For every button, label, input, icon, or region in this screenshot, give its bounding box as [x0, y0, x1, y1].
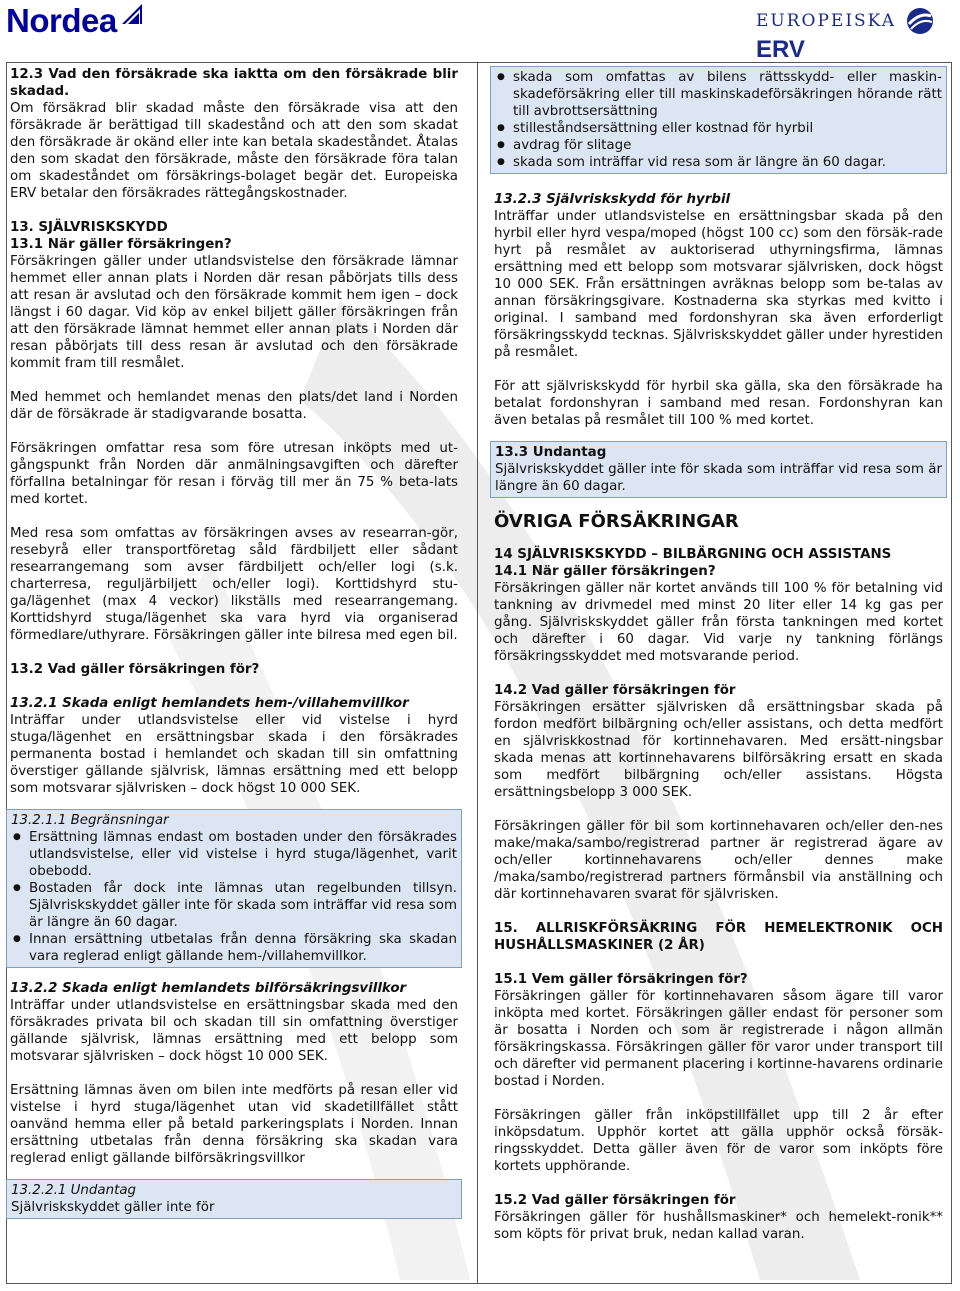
- heading-13-3: 13.3 Undantag: [495, 445, 607, 460]
- column-divider: [477, 62, 478, 1284]
- list-item: ● skada som omfattas av bilens rättsskydd- eller maskin-skadeförsäkring eller till maskinskadeförsäkringen hörande rätt till avbrottsersättning: [513, 69, 942, 120]
- paragraph-omfattar: Försäkringen omfattar resa som före utresan inköpts med ut-gångspunkt från Norden där anmälningsavgiften och därefter förfallna betalningar för resan i förväg till mer än 75 % beta-lats med kortet.: [10, 441, 458, 507]
- paragraph-14-1: Försäkringen gäller när kortet används till 100 % för betalning vid tankning av drivmedel med minst 20 liter eller 14 kg gas per gång. Självriskskyddet gäller från första tankningen med kortet och därefter i 60 dagar. Vid varje ny tankning förlängs försäkringsskyddet med motsvarande period.: [494, 581, 943, 664]
- right-column: [494, 66, 943, 1243]
- left-column: [10, 66, 458, 1219]
- paragraph-12-3: Om försäkrad blir skadad måste den försäkrade visa att den försäkrade är berättigad till skadestånd och att den som skadat den försäkrade är okänd eller inte kan betala skadeståndet. Åtalas den som skadat den försäkrade, måste den försäkrade föra talan om skadeståndet om försäkrings-bolaget begär det. Europeiska ERV betalar den försäkrades rättegångskostnader.: [10, 101, 458, 201]
- paragraph-13-2-2: Inträffar under utlandsvistelse en ersättningsbar skada med den försäkrades privata bil och skadan till sin omfattning överstiger gällande självrisk, lämnas ersättning med ett belopp som motsvarar självrisken – dock högst 10 000 SEK.: [10, 998, 458, 1064]
- erv-globe-icon: [905, 6, 935, 36]
- heading-13: 13. SJÄLVRISKSKYDD: [10, 220, 168, 235]
- erv-logo-text-2: ERV: [756, 36, 805, 63]
- heading-13-2-1: 13.2.1 Skada enligt hemlandets hem-/villahemvillkor: [10, 696, 409, 711]
- paragraph-14-2: Försäkringen ersätter självrisken då ersättningsbar skada på fordon medfört bilbärgning och/eller assistans, och detta medfört en självriskkostnad för kortinnehavaren. Med ersätt-ningsbar skada menas att kortinnehavarens bilförsäkring ersatt en skada som medfört bilbärgning och/eller assistans. Högsta ersättningsbelopp 3 000 SEK.: [494, 700, 943, 800]
- heading-14: 14 SJÄLVRISKSKYDD – BILBÄRGNING OCH ASSISTANS: [494, 547, 892, 562]
- nordea-logo: [6, 2, 117, 40]
- page-header: [0, 0, 960, 63]
- heading-13-1: 13.1 När gäller försäkringen?: [10, 237, 232, 252]
- paragraph-bilen: Ersättning lämnas även om bilen inte medförts på resan eller vid vistelse i hyrd stuga/lägenhet utan vid skadetillfället stått oanvänd hemma eller på betald parkeringsplats i Norden. Innan ersättning utbetalas från denna försäkring ska skadan vara reglerad enligt gällande bilförsäkringsvillkor: [10, 1083, 458, 1166]
- list-item: ● skada som inträffar vid resa som är längre än 60 dagar.: [513, 154, 942, 171]
- paragraph-resa: Med resa som omfattas av försäkringen avses av researran-gör, resebyrå eller transportföretag såld färdbiljett eller sådant researrangemang som avser färdbiljett och/eller logi (s.k. charterresa, reguljärbiljett och/eller logi). Korttidshyrd stu-ga/lägenhet (max 4 veckor) likställs med researrangemang. Korttidshyrd stuga/lägenhet ska vara hyrd via organiserad förmedlare/uthyrare. Försäkringen gäller inte bilresa med egen bil.: [10, 526, 458, 643]
- paragraph-13-2-3: Inträffar under utlandsvistelse en ersättningsbar skada på den hyrbil eller hyrd vespa/moped (högst 100 cc) som den försäk-rade hyrt på resmålet av auktoriserad uthyrningsfirma, lämnas ersättning med ett belopp som motsvarar självrisken, dock högst 10 000 SEK. Från ersättningen avräknas belopp som be-talas av annan försäkringsgivare. Kostnaderna ska styrkas med kvitto i original. I samband med fordonshyran ska även erforderligt försäkringsskydd tecknas. Självriskskyddet gäller under hyrestiden på resmålet.: [494, 209, 943, 360]
- box-undantag-13-2-2-1: [6, 1179, 462, 1219]
- heading-14-2: 14.2 Vad gäller försäkringen för: [494, 683, 736, 698]
- list-item: ● Ersättning lämnas endast om bostaden under den försäkrades utlandsvistelse, eller vid vistelse i hyrd stuga/lägenhet, varit obebodd.: [29, 829, 457, 880]
- list-item: ● Innan ersättning utbetalas från denna försäkring ska skadan vara reglerad enligt gällande hem-/villahemvillkor.: [29, 931, 457, 965]
- heading-13-2-3: 13.2.3 Självriskskydd för hyrbil: [494, 192, 731, 207]
- paragraph-13-1: Försäkringen gäller under utlandsvistelse den försäkrade lämnar hemmet eller annan plats i Norden där resan påbörjats tills dess att resan är avslutad och den försäkrade kommit hem igen – dock längst i 60 dagar. Vid köp av enkel biljett gäller försäkringen från att den försäkrade lämnat hemmet eller annan plats i Norden där resan påbörjats till dess resan är avslutad och den försäkrade kommit fram till resmålet.: [10, 254, 458, 371]
- europeiska-erv-logo: [756, 6, 960, 64]
- heading-15-1: 15.1 Vem gäller försäkringen för?: [494, 972, 748, 987]
- heading-13-2: 13.2 Vad gäller försäkringen för?: [10, 662, 260, 677]
- paragraph-inkop: Försäkringen gäller från inköpstillfället upp till 2 år efter inköpsdatum. Upphör kortet att gälla upphör också försäk-ringsskyddet. Detta gäller även för de varor som inköpts före kortets upphörande.: [494, 1108, 943, 1174]
- box-undantag-list: [490, 66, 947, 174]
- heading-15: 15. ALLRISKFÖRSÄKRING FÖR HEMELEKTRONIK OCH HUSHÅLLSMASKINER (2 ÅR): [494, 921, 943, 953]
- heading-14-1: 14.1 När gäller försäkringen?: [494, 564, 716, 579]
- heading-13-2-2: 13.2.2 Skada enligt hemlandets bilförsäkringsvillkor: [10, 981, 407, 996]
- list-item: ● avdrag för slitage: [513, 137, 942, 154]
- paragraph-hemmet: Med hemmet och hemlandet menas den plats/det land i Norden där de försäkrade är stadigvarande bosatta.: [10, 390, 458, 422]
- nordea-sail-icon: [120, 2, 144, 26]
- paragraph-13-3: Självriskskyddet gäller inte för skada som inträffar vid resa som är längre än 60 dagar.: [495, 462, 942, 494]
- list-item: ● Bostaden får dock inte lämnas utan regelbunden tillsyn. Självriskskyddet gäller inte för skada som inträffar vid resa som är längre än 60 dagar.: [29, 880, 457, 931]
- paragraph-bil: Försäkringen gäller för bil som kortinnehavaren och/eller den-nes make/maka/sambo/registrerad partner är registrerad ägare av och/eller kortinnehavarens och/eller dennes make /maka/sambo/registrerad partners förmånsbil via anställning och där kortinnehavaren svarat för självrisken.: [494, 819, 943, 902]
- erv-logo-text: EUROPEISKA: [756, 11, 896, 31]
- heading-13-2-2-1: 13.2.2.1 Undantag: [11, 1183, 137, 1198]
- paragraph-15-2: Försäkringen gäller för hushållsmaskiner* och hemelekt-ronik** som köpts för privat bruk, nedan kallad varan.: [494, 1210, 943, 1242]
- list-undantag: [495, 69, 942, 171]
- heading-13-2-1-1: 13.2.1.1 Begränsningar: [11, 813, 169, 828]
- paragraph-15-1: Försäkringen gäller för kortinnehavaren såsom ägare till varor inköpta med kortet. Försäkringen gäller endast för personer som är bosatta i Norden och som är registrerade i någon allmän försäkringskassa. Försäkringen gäller för varor under transport till och därefter vid permanent placering i kortinne-havarens ordinarie bostad i Norden.: [494, 989, 943, 1089]
- heading-15-2: 15.2 Vad gäller försäkringen för: [494, 1193, 736, 1208]
- nordea-logo-text: Nordea: [6, 2, 117, 39]
- paragraph-hyrbil: För att självriskskydd för hyrbil ska gälla, ska den försäkrade ha betalat fordonshyran i samband med resan. Fordonshyran kan även betalas på resmålet till 100 % med kortet.: [494, 379, 943, 428]
- paragraph-13-2-2-1: Självriskskyddet gäller inte för: [11, 1200, 215, 1215]
- paragraph-13-2-1: Inträffar under utlandsvistelse eller vid vistelse i hyrd stuga/lägenhet en ersättningsbar skada i den försäkrades permanenta bostad i hemlandet och skadan till sin omfattning överstiger gällande självrisk, lämnas ersättning med ett belopp som motsvarar självrisken – dock högst 10 000 SEK.: [10, 713, 458, 796]
- box-undantag-13-3: [490, 441, 947, 498]
- list-item: ● stilleståndsersättning eller kostnad för hyrbil: [513, 120, 942, 137]
- heading-ovriga: ÖVRIGA FÖRSÄKRINGAR: [494, 511, 739, 532]
- box-begransningar: [6, 809, 462, 968]
- heading-12-3: 12.3 Vad den försäkrade ska iaktta om den försäkrade blir skadad.: [10, 67, 458, 99]
- list-begransningar: [11, 829, 457, 965]
